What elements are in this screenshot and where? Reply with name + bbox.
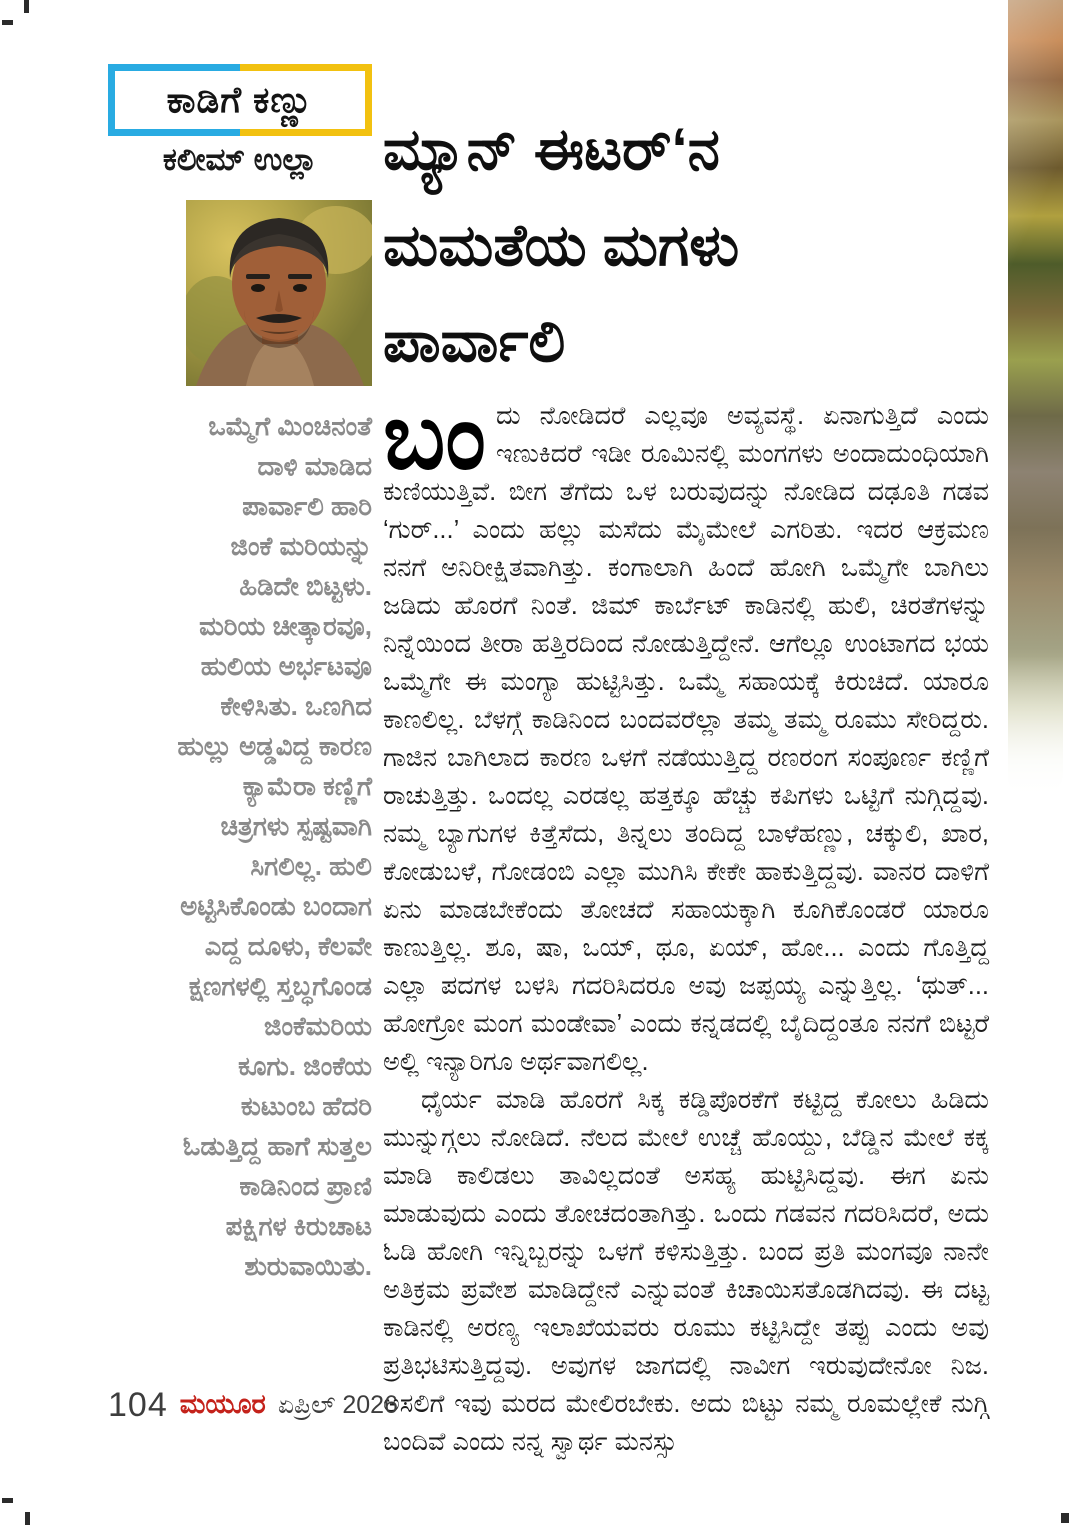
crop-mark-top-left-horizontal [2, 20, 13, 25]
crop-mark-top-left-vertical [24, 0, 29, 13]
body-paragraph-1 [383, 386, 989, 1081]
magazine-name: ಮಯೂರ [179, 1389, 266, 1419]
body-paragraph-1-text: ದು ನೋಡಿದರೆ ಎಲ್ಲವೂ ಅವ್ಯವಸ್ಥೆ. ಏನಾಗುತ್ತಿದೆ ಎಂದು ಇಣುಕಿದರೆ ಇಡೀ ರೂಮಿನಲ್ಲಿ ಮಂಗಗಳು ಅಂದಾದುಂಧಿಯಾಗಿ ಕುಣಿಯುತ್ತಿವೆ. ಬೀಗ ತೆಗೆದು ಒಳ ಬರುವುದನ್ನು ನೋಡಿದ ದಢೂತಿ ಗಡವ ‘ಗುರ್...’ ಎಂದು ಹಲ್ಲು ಮಸೆದು ಮೈಮೇಲೆ ಎಗರಿತು. ಇದರ ಆಕ್ರಮಣ ನನಗೆ ಅನಿರೀಕ್ಷಿತವಾಗಿತ್ತು. ಕಂಗಾಲಾಗಿ ಹಿಂದೆ ಹೋಗಿ ಒಮ್ಮೆಗೇ ಬಾಗಿಲು ಜಡಿದು ಹೊರಗೆ ನಿಂತೆ. ಜಿಮ್ ಕಾರ್ಬೆಟ್ ಕಾಡಿನಲ್ಲಿ ಹುಲಿ, ಚಿರತೆಗಳನ್ನು ನಿನ್ನೆಯಿಂದ ತೀರಾ ಹತ್ತಿರದಿಂದ ನೋಡುತ್ತಿದ್ದೇನೆ. ಆಗೆಲ್ಲೂ ಉಂಟಾಗದ ಭಯ ಒಮ್ಮೆಗೇ ಈ ಮಂಗ್ಯಾ ಹುಟ್ಟಿಸಿತ್ತು. ಒಮ್ಮೆ ಸಹಾಯಕ್ಕೆ ಕಿರುಚಿದೆ. ಯಾರೂ ಕಾಣಲಿಲ್ಲ. ಬೆಳಗ್ಗೆ ಕಾಡಿನಿಂದ ಬಂದವರೆಲ್ಲಾ ತಮ್ಮ ತಮ್ಮ ರೂಮು ಸೇರಿದ್ದರು. ಗಾಜಿನ ಬಾಗಿಲಾದ ಕಾರಣ ಒಳಗೆ ನಡೆಯುತ್ತಿದ್ದ ರಣರಂಗ ಸಂಪೂರ್ಣ ಕಣ್ಣಿಗೆ ರಾಚುತ್ತಿತ್ತು. ಒಂದಲ್ಲ ಎರಡಲ್ಲ ಹತ್ತಕ್ಕೂ ಹೆಚ್ಚು ಕಪಿಗಳು ಒಟ್ಟಿಗೆ ನುಗ್ಗಿದ್ದವು. ನಮ್ಮ ಬ್ಯಾಗುಗಳ ಕಿತ್ತೆಸೆದು, ತಿನ್ನಲು ತಂದಿದ್ದ ಬಾಳೆಹಣ್ಣು, ಚಕ್ಕುಲಿ, ಖಾರ, ಕೋಡುಬಳೆ, ಗೋಡಂಬಿ ಎಲ್ಲಾ ಮುಗಿಸಿ ಕೇಕೇ ಹಾಕುತ್ತಿದ್ದವು. ವಾನರ ದಾಳಿಗೆ ಏನು ಮಾಡಬೇಕೆಂದು ತೋಚದೆ ಸಹಾಯಕ್ಕಾಗಿ ಕೂಗಿಕೊಂಡರೆ ಯಾರೂ ಕಾಣುತ್ತಿಲ್ಲ. ಶೂ, ಷಾ, ಒಯ್, ಥೂ, ಏಯ್, ಹೋ... ಎಂದು ಗೊತ್ತಿದ್ದ ಎಲ್ಲಾ ಪದಗಳ ಬಳಸಿ ಗದರಿಸಿದರೂ ಅವು ಜಪ್ಪಯ್ಯ ಎನ್ನುತ್ತಿಲ್ಲ. ‘ಥುತ್... ಹೋಗ್ರೋ ಮಂಗ ಮಂಡೇವಾ’ ಎಂದು ಕನ್ನಡದಲ್ಲಿ ಬೈದಿದ್ದಂತೂ ನನಗೆ ಬಿಟ್ಟರೆ ಅಲ್ಲಿ ಇನ್ಯಾರಿಗೂ ಅರ್ಥವಾಗಲಿಲ್ಲ. [383, 402, 989, 1076]
drop-cap: ಬಂ [383, 386, 487, 488]
pull-quote-line: ಕ್ಷಣಗಳಲ್ಲಿ ಸ್ತಬ್ಧಗೊಂಡ [188, 971, 372, 1001]
crop-mark-bottom-left-horizontal [2, 1498, 13, 1503]
pull-quote-line: ದಾಳಿ ಮಾಡಿದ [257, 451, 372, 481]
author-portrait-illustration [186, 200, 372, 386]
author-photo [186, 200, 372, 386]
article-title-line: ಪಾರ್ವಾಲಿ [383, 309, 566, 374]
pull-quote-line: ಹುಲ್ಲು ಅಡ್ಡವಿದ್ದ ಕಾರಣ [177, 731, 372, 761]
pull-quote-line: ಪಕ್ಷಿಗಳ ಕಿರುಚಾಟ [225, 1211, 372, 1241]
pull-quote-line: ಅಟ್ಟಿಸಿಕೊಂಡು ಬಂದಾಗ [180, 891, 372, 921]
pull-quote [98, 406, 372, 1286]
column-logo-title: ಕಾಡಿಗೆ ಕಣ್ಣು [115, 71, 365, 129]
pull-quote-line: ಒಮ್ಮೆಗೆ ಮಿಂಚಿನಂತೆ [208, 411, 372, 441]
pull-quote-line: ಕುಟುಂಬ ಹೆದರಿ [240, 1091, 372, 1121]
pull-quote-line: ಓಡುತ್ತಿದ್ದ ಹಾಗೆ ಸುತ್ತಲ [182, 1131, 372, 1161]
article-title [383, 102, 988, 390]
pull-quote-line: ಕ್ಯಾಮೆರಾ ಕಣ್ಣಿಗೆ [242, 771, 372, 801]
forest-photo-strip [1008, 0, 1063, 800]
pull-quote-line: ಸಿಗಲಿಲ್ಲ. ಹುಲಿ [250, 851, 372, 881]
crop-mark-bottom-left-vertical [25, 1512, 30, 1525]
crop-mark-bottom-right-square [1061, 1513, 1069, 1523]
author-name: ಕಲೀಮ್ ಉಲ್ಲಾ [162, 142, 318, 177]
pull-quote-line: ಶುರುವಾಯಿತು. [244, 1251, 372, 1281]
issue-date: ಏಪ್ರಿಲ್ 2026 [277, 1390, 398, 1419]
pull-quote-line: ಪಾರ್ವಾಲಿ ಹಾರಿ [242, 491, 372, 521]
column-logo-box [108, 64, 372, 136]
article-title-line: ಮ್ಯಾನ್ ಈಟರ್‘ನ [383, 117, 720, 182]
pull-quote-line: ಕೂಗು. ಜಿಂಕೆಯ [238, 1051, 372, 1081]
pull-quote-line: ಜಿಂಕೆಮರಿಯ [263, 1011, 372, 1041]
page-number: 104 [108, 1385, 168, 1424]
pull-quote-line: ಹಿಡಿದೇ ಬಿಟ್ಟಳು. [239, 571, 372, 601]
article-title-line: ಮಮತೆಯ ಮಗಳು [383, 213, 740, 278]
pull-quote-line: ಕಾಡಿನಿಂದ ಪ್ರಾಣಿ [239, 1171, 372, 1201]
pull-quote-line: ಹುಲಿಯ ಅರ್ಭಟವೂ [200, 651, 372, 681]
article-body [383, 386, 989, 1461]
pull-quote-line: ಕೇಳಿಸಿತು. ಒಣಗಿದ [220, 691, 372, 721]
pull-quote-line: ಜಿಂಕೆ ಮರಿಯನ್ನು [230, 531, 372, 561]
pull-quote-line: ಮರಿಯ ಚೀತ್ಕಾರವೂ, [199, 611, 372, 641]
pull-quote-line: ಎದ್ದ ದೂಳು, ಕೆಲವೇ [204, 931, 372, 961]
pull-quote-line: ಚಿತ್ರಗಳು ಸ್ಪಷ್ಟವಾಗಿ [220, 811, 372, 841]
page-footer [108, 1384, 398, 1426]
body-paragraph-2: ಧೈರ್ಯ ಮಾಡಿ ಹೊರಗೆ ಸಿಕ್ಕ ಕಡ್ಡಿಪೊರಕೆಗೆ ಕಟ್ಟಿದ್ದ ಕೋಲು ಹಿಡಿದು ಮುನ್ನುಗ್ಗಲು ನೋಡಿದೆ. ನೆಲದ ಮೇಲೆ ಉಚ್ಚೆ ಹೊಯ್ದು, ಬೆಡ್ಡಿನ ಮೇಲೆ ಕಕ್ಕ ಮಾಡಿ ಕಾಲಿಡಲು ತಾವಿಲ್ಲದಂತೆ ಅಸಹ್ಯ ಹುಟ್ಟಿಸಿದ್ದವು. ಈಗ ಏನು ಮಾಡುವುದು ಎಂದು ತೋಚದಂತಾಗಿತ್ತು. ಒಂದು ಗಡವನ ಗದರಿಸಿದರೆ, ಅದು ಓಡಿ ಹೋಗಿ ಇನ್ನಿಬ್ಬರನ್ನು ಒಳಗೆ ಕಳಿಸುತ್ತಿತ್ತು. ಬಂದ ಪ್ರತಿ ಮಂಗವೂ ನಾನೇ ಅತಿಕ್ರಮ ಪ್ರವೇಶ ಮಾಡಿದ್ದೇನೆ ಎನ್ನುವಂತೆ ಕಿಚಾಯಿಸತೊಡಗಿದವು. ಈ ದಟ್ಟ ಕಾಡಿನಲ್ಲಿ ಅರಣ್ಯ ಇಲಾಖೆಯವರು ರೂಮು ಕಟ್ಟಿಸಿದ್ದೇ ತಪ್ಪು ಎಂದು ಅವು ಪ್ರತಿಭಟಿಸುತ್ತಿದ್ದವು. ಅವುಗಳ ಜಾಗದಲ್ಲಿ ನಾವೀಗ ಇರುವುದೇನೋ ನಿಜ. ಅಸಲಿಗೆ ಇವು ಮರದ ಮೇಲಿರಬೇಕು. ಅದು ಬಿಟ್ಟು ನಮ್ಮ ರೂಮಲ್ಲೇಕೆ ನುಗ್ಗಿ ಬಂದಿವೆ ಎಂದು ನನ್ನ ಸ್ವಾರ್ಥ ಮನಸ್ಸು [383, 1086, 989, 1456]
